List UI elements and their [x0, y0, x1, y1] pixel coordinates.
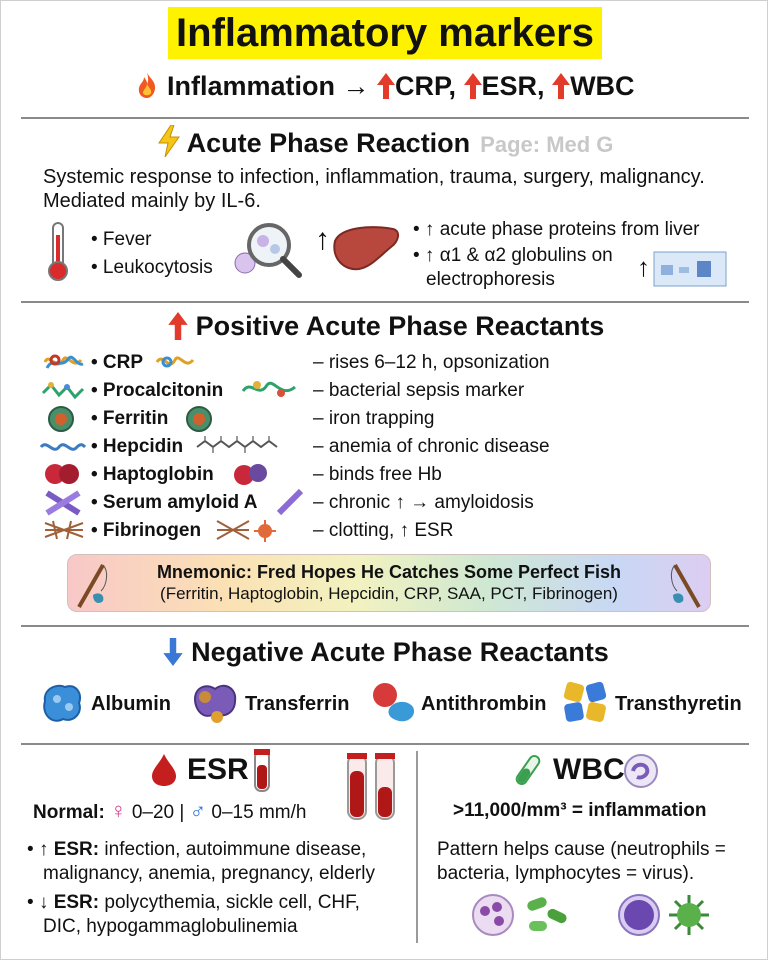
- fire-icon: [135, 71, 159, 99]
- wbc-marker: WBC: [570, 71, 635, 101]
- procalcitonin-chain-icon: [241, 375, 297, 403]
- up-globulin-arrow: ↑: [637, 252, 650, 282]
- test-tube-icon: [511, 753, 545, 787]
- divider: [21, 117, 749, 119]
- positive-apr-title: Positive Acute Phase Reactants: [195, 311, 605, 341]
- esr-down-causes: polycythemia, sickle cell, CHF,: [99, 892, 360, 913]
- virus-icon: [667, 893, 711, 937]
- esr-marker: ESR,: [481, 71, 545, 101]
- procalcitonin-chain-icon: [41, 379, 85, 403]
- apr-desc-serum-amyloid-a: – chronic ↑ → amyloidosis: [313, 492, 534, 513]
- acute-phase-title: Acute Phase Reaction: [186, 128, 471, 158]
- haptoglobin-icon: [233, 461, 269, 489]
- fishing-rod-icon: [73, 561, 113, 609]
- liver-proteins-item: • ↑ acute phase proteins from liver: [413, 219, 700, 240]
- white-blood-cell-icon: [623, 753, 659, 789]
- esr-increased-line2: malignancy, anemia, pregnancy, elderly: [43, 863, 375, 884]
- electrophoresis-gel-icon: [653, 251, 727, 287]
- leukocytosis-item: • Leukocytosis: [91, 257, 213, 278]
- wbc-threshold: >11,000/mm³ = inflammation: [453, 800, 707, 821]
- apr-name-fibrinogen: • Fibrinogen: [91, 520, 202, 541]
- up-arrow-icon: [552, 73, 570, 99]
- negative-apr-title: Negative Acute Phase Reactants: [191, 637, 609, 667]
- negative-item-albumin: Albumin: [91, 693, 171, 715]
- esr-down-label: ↓ ESR:: [38, 892, 100, 913]
- apr-desc-crp: – rises 6–12 h, opsonization: [313, 352, 550, 373]
- liver-icon: [331, 223, 401, 273]
- antithrombin-protein-icon: [369, 679, 417, 725]
- up-arrow-icon: [464, 73, 482, 99]
- crp-marker: CRP,: [394, 71, 457, 101]
- inflammation-summary: [1, 71, 768, 102]
- blood-drop-icon: [151, 753, 177, 787]
- apr-desc-procalcitonin: – bacterial sepsis marker: [313, 380, 525, 401]
- inflammation-lead: Inflammation →: [166, 71, 370, 101]
- lightning-icon: [157, 125, 181, 157]
- transferrin-protein-icon: [191, 679, 241, 725]
- amyloid-fibril-icon: [43, 489, 83, 517]
- watermark: Page: Med G: [480, 132, 614, 157]
- up-liver-arrow: ↑: [315, 223, 330, 256]
- esr-female-range: 0–20 |: [131, 802, 185, 823]
- apr-desc-fibrinogen: – clotting, ↑ ESR: [313, 520, 454, 541]
- esr-decreased-line2: DIC, hypogammaglobulinemia: [43, 916, 298, 937]
- bacteria-icon: [523, 893, 571, 937]
- hepcidin-molecule-icon: [195, 435, 279, 459]
- globulins-item: • ↑ α1 & α2 globulins on: [413, 245, 613, 266]
- fever-item: • Fever: [91, 229, 152, 250]
- esr-male-range: 0–15 mm/h: [211, 802, 307, 823]
- acute-phase-heading: [1, 125, 768, 159]
- positive-apr-heading: [1, 311, 768, 342]
- electrophoresis-item: electrophoresis: [426, 269, 555, 290]
- negative-item-antithrombin: Antithrombin: [421, 693, 547, 715]
- amyloid-fibril-icon: [275, 487, 305, 517]
- esr-up-label: ↑ ESR:: [38, 839, 100, 860]
- esr-increased-line1: • ↑ ESR: infection, autoimmune disease,: [27, 839, 367, 860]
- fishing-rod-icon: [665, 561, 705, 609]
- acute-description-line2: Mediated mainly by IL-6.: [43, 190, 261, 212]
- esr-decreased-line1: • ↓ ESR: polycythemia, sickle cell, CHF,: [27, 892, 360, 913]
- ferritin-sphere-icon: [47, 405, 75, 433]
- thermometer-icon: [43, 221, 73, 283]
- lymphocyte-icon: [617, 893, 661, 937]
- apr-name-serum-amyloid-a: • Serum amyloid A: [91, 492, 258, 513]
- apr-desc-haptoglobin: – binds free Hb: [313, 464, 442, 485]
- esr-up-causes: infection, autoimmune disease,: [99, 839, 367, 860]
- divider: [21, 301, 749, 303]
- wbc-heading: WBC: [553, 753, 625, 786]
- up-arrow-icon: [377, 73, 395, 99]
- apr-name-crp: • CRP: [91, 352, 144, 373]
- male-symbol-icon: ♂: [189, 798, 207, 823]
- esr-normal-range: [33, 798, 306, 825]
- albumin-protein-icon: [39, 681, 85, 725]
- mnemonic-box: [67, 554, 711, 612]
- up-arrow-icon: [166, 312, 190, 340]
- fibrin-clot-icon: [215, 517, 279, 543]
- wbc-pattern-line1: Pattern helps cause (neutrophils =: [437, 839, 726, 860]
- page-title: Inflammatory markers: [168, 7, 602, 59]
- transthyretin-protein-icon: [561, 679, 611, 725]
- crp-protein-icon: [41, 350, 85, 374]
- hepcidin-chain-icon: [39, 437, 87, 457]
- neutrophil-icon: [471, 893, 515, 937]
- haptoglobin-icon: [45, 461, 79, 487]
- title-container: [1, 7, 768, 59]
- column-divider: [416, 751, 418, 943]
- divider: [21, 625, 749, 627]
- apr-desc-ferritin: – iron trapping: [313, 408, 435, 429]
- apr-name-ferritin: • Ferritin: [91, 408, 169, 429]
- esr-normal-label: Normal:: [33, 802, 105, 823]
- apr-desc-hepcidin: – anemia of chronic disease: [313, 436, 550, 457]
- apr-name-procalcitonin: • Procalcitonin: [91, 380, 224, 401]
- acute-description-line1: Systemic response to infection, inflammation, trauma, surgery, malignancy.: [43, 166, 705, 188]
- blood-tube-icon: [253, 749, 271, 793]
- crp-protein-icon: [155, 350, 195, 374]
- apr-name-hepcidin: • Hepcidin: [91, 436, 184, 457]
- apr-name-haptoglobin: • Haptoglobin: [91, 464, 214, 485]
- fibrin-mesh-icon: [43, 519, 85, 541]
- down-arrow-icon: [161, 638, 185, 666]
- female-symbol-icon: ♀: [110, 798, 127, 823]
- magnifier-cells-icon: [233, 219, 305, 281]
- ferritin-sphere-icon: [185, 405, 213, 433]
- negative-apr-heading: [1, 637, 768, 668]
- mnemonic-expansion: (Ferritin, Haptoglobin, Hepcidin, CRP, SAA, PCT, Fibrinogen): [160, 584, 618, 603]
- esr-heading: ESR: [187, 753, 249, 786]
- sedimentation-tubes-icon: [345, 753, 399, 823]
- negative-item-transthyretin: Transthyretin: [615, 693, 742, 715]
- negative-item-transferrin: Transferrin: [245, 693, 350, 715]
- mnemonic-title: Mnemonic: Fred Hopes He Catches Some Perfect Fish: [156, 562, 622, 582]
- divider: [21, 743, 749, 745]
- wbc-pattern-line2: bacteria, lymphocytes = virus).: [437, 863, 695, 884]
